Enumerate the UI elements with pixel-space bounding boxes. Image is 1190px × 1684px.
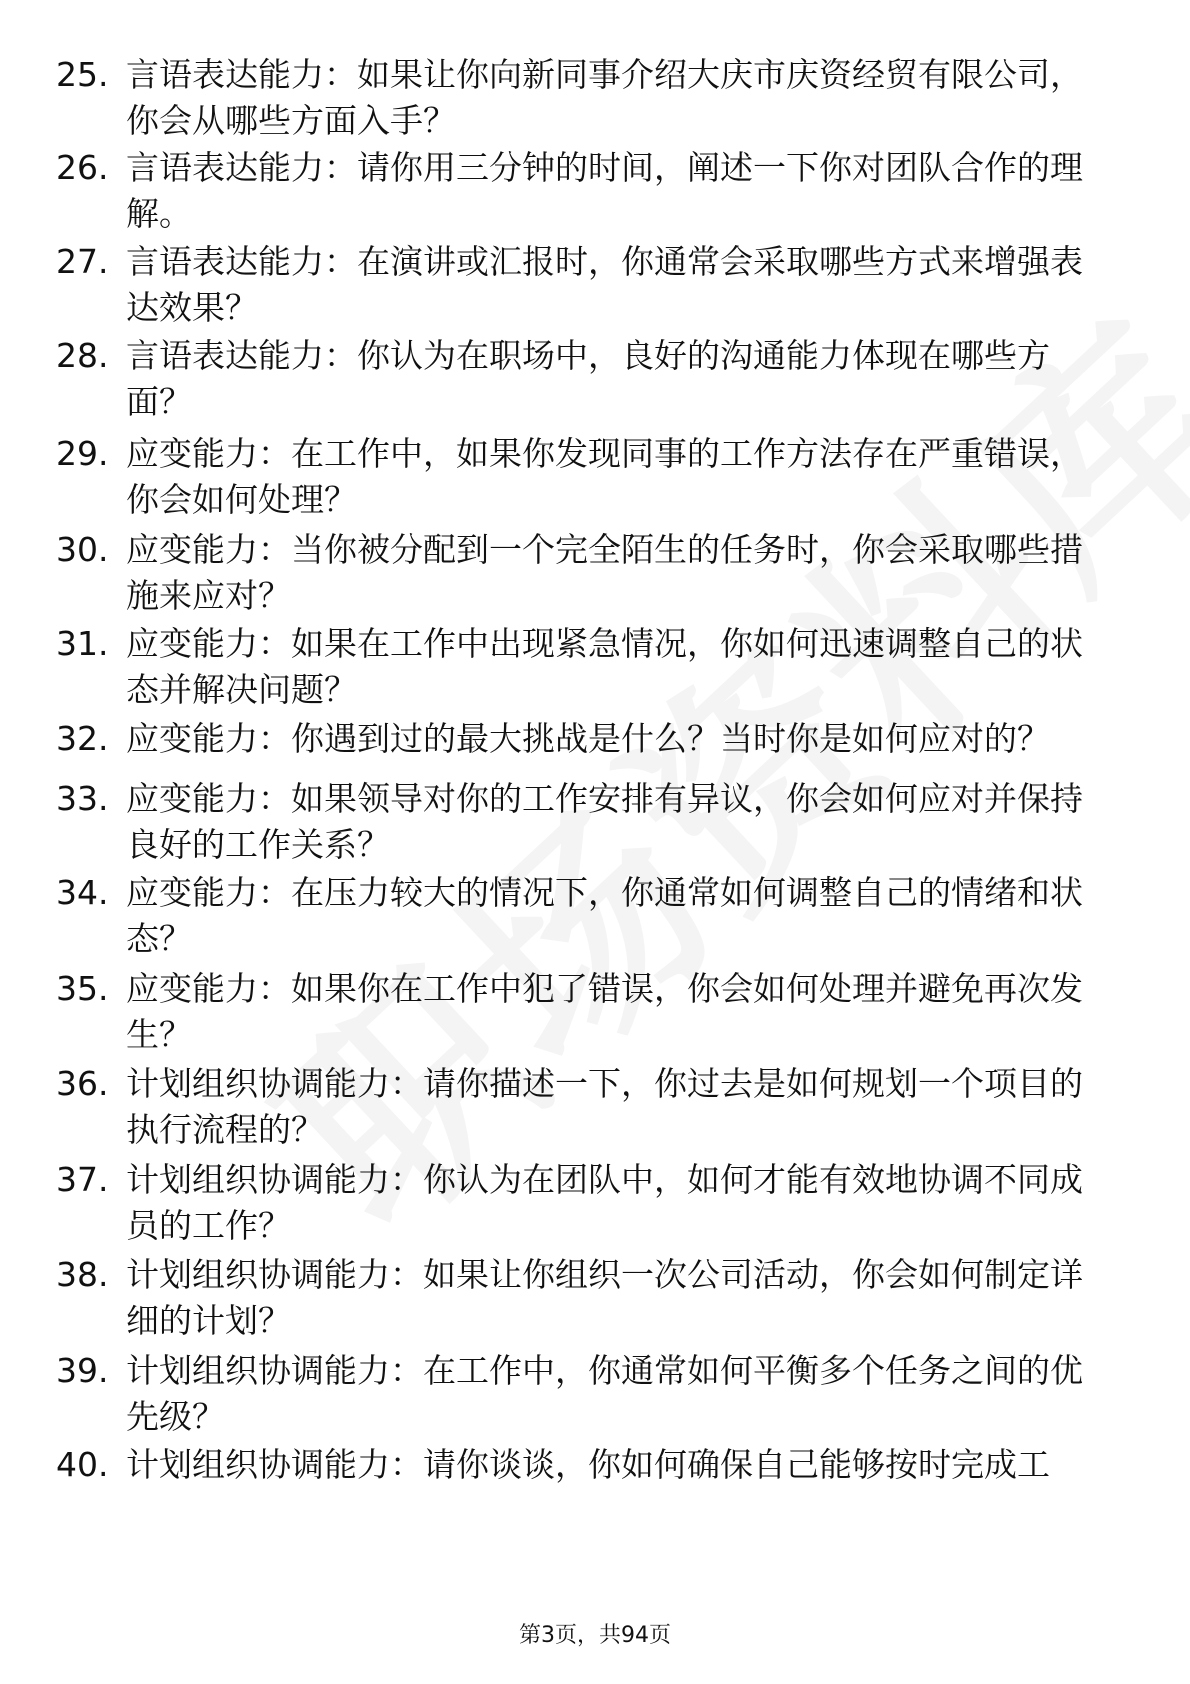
question-number: 35. — [56, 969, 109, 1008]
question-text: 应变能力：如果在工作中出现紧急情况，你如何迅速调整自己的状态并解决问题？ — [126, 624, 1083, 709]
question-number: 26. — [56, 148, 109, 187]
question-number: 30. — [56, 530, 109, 569]
question-text: 计划组织协调能力：请你谈谈，你如何确保自己能够按时完成工 — [126, 1445, 1050, 1484]
question-text: 应变能力：在压力较大的情况下，你通常如何调整自己的情绪和状态？ — [126, 873, 1083, 958]
question-text: 计划组织协调能力：你认为在团队中，如何才能有效地协调不同成员的工作？ — [126, 1160, 1083, 1245]
question-text: 言语表达能力：如果让你向新同事介绍大庆市庆资经贸有限公司，你会从哪些方面入手？ — [126, 55, 1083, 140]
question-number: 32. — [56, 719, 109, 758]
question-text: 应变能力：如果领导对你的工作安排有异议，你会如何应对并保持良好的工作关系？ — [126, 779, 1083, 864]
question-text: 言语表达能力：你认为在职场中，良好的沟通能力体现在哪些方面？ — [126, 336, 1050, 421]
question-number: 28. — [56, 336, 109, 375]
question-number: 27. — [56, 242, 109, 281]
question-number: 33. — [56, 779, 109, 818]
question-number: 40. — [56, 1445, 109, 1484]
question-text: 应变能力：当你被分配到一个完全陌生的任务时，你会采取哪些措施来应对？ — [126, 530, 1083, 615]
question-number: 39. — [56, 1351, 109, 1390]
question-number: 37. — [56, 1160, 109, 1199]
question-number: 36. — [56, 1064, 109, 1103]
question-text: 计划组织协调能力：如果让你组织一次公司活动，你会如何制定详细的计划？ — [126, 1255, 1083, 1340]
question-number: 31. — [56, 624, 109, 663]
question-text: 应变能力：你遇到过的最大挑战是什么？当时你是如何应对的？ — [126, 719, 1050, 758]
question-number: 34. — [56, 873, 109, 912]
question-text: 计划组织协调能力：请你描述一下，你过去是如何规划一个项目的执行流程的？ — [126, 1064, 1083, 1149]
question-number: 25. — [56, 55, 109, 94]
question-text: 应变能力：在工作中，如果你发现同事的工作方法存在严重错误，你会如何处理？ — [126, 434, 1083, 519]
question-text: 应变能力：如果你在工作中犯了错误，你会如何处理并避免再次发生？ — [126, 969, 1083, 1054]
question-number: 29. — [56, 434, 109, 473]
question-text: 言语表达能力：请你用三分钟的时间，阐述一下你对团队合作的理解。 — [126, 148, 1083, 233]
question-number: 38. — [56, 1255, 109, 1294]
page-footer: 第3页，共94页 — [519, 1623, 671, 1648]
question-text: 言语表达能力：在演讲或汇报时，你通常会采取哪些方式来增强表达效果？ — [126, 242, 1083, 327]
question-text: 计划组织协调能力：在工作中，你通常如何平衡多个任务之间的优先级？ — [126, 1351, 1083, 1436]
